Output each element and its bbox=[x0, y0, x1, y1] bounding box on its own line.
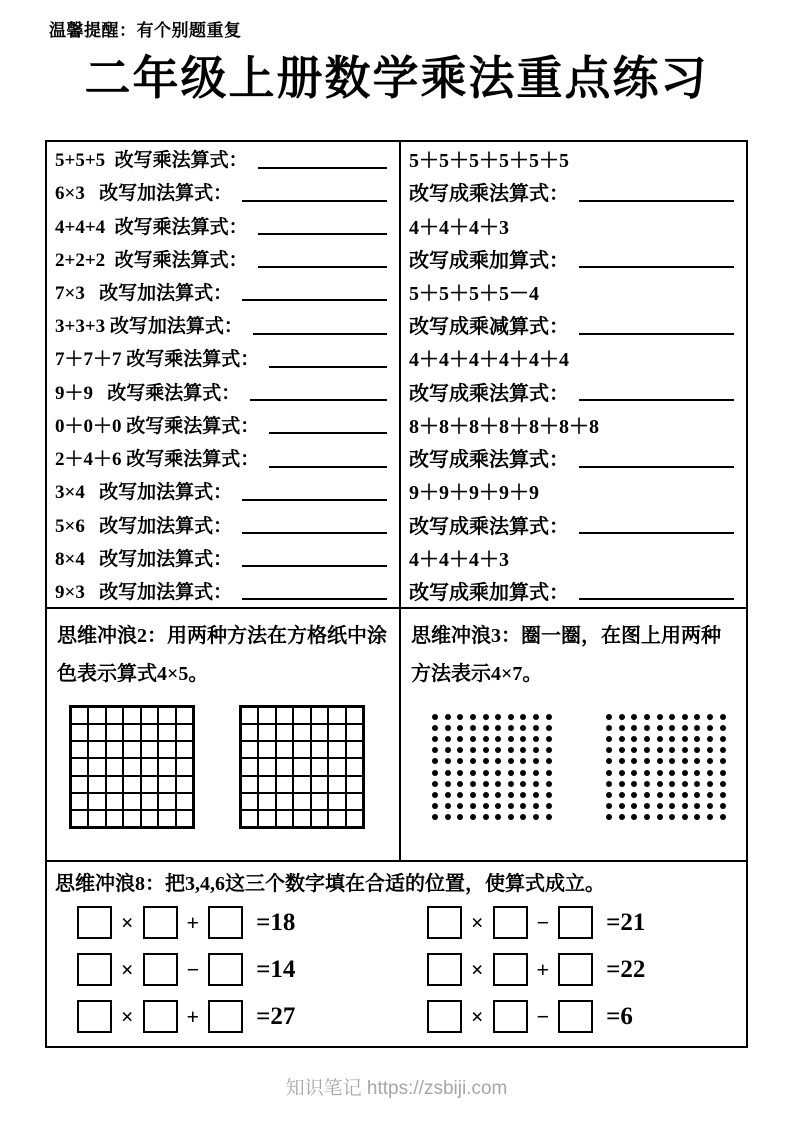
equation-result: =18 bbox=[256, 908, 296, 936]
question-text: 改写成乘法算式： bbox=[409, 382, 569, 405]
answer-blank[interactable] bbox=[253, 333, 387, 335]
equations-left-column bbox=[77, 906, 369, 1033]
answer-blank[interactable] bbox=[242, 299, 387, 301]
thinking8-section bbox=[47, 862, 746, 1046]
exercise-right-column bbox=[401, 142, 746, 607]
question-row bbox=[47, 474, 399, 507]
answer-blank[interactable] bbox=[269, 366, 387, 368]
reminder-note: 温馨提醒：有个别题重复 bbox=[49, 21, 242, 40]
answer-blank[interactable] bbox=[579, 333, 734, 335]
question-row bbox=[401, 408, 746, 441]
answer-blank[interactable] bbox=[242, 200, 387, 202]
question-row bbox=[47, 375, 399, 408]
question-row bbox=[401, 175, 746, 208]
answer-blank[interactable] bbox=[242, 499, 387, 501]
square-grid[interactable] bbox=[69, 705, 195, 829]
question-text: 3+3+3 改写加法算式： bbox=[55, 316, 243, 338]
answer-blank[interactable] bbox=[579, 598, 734, 600]
question-text: 7＋7＋7 改写乘法算式： bbox=[55, 349, 260, 371]
equations-right-column bbox=[427, 906, 719, 1033]
equation-row bbox=[427, 953, 719, 986]
footer-credit: 知识笔记 https://zsbiji.com bbox=[285, 1078, 508, 1099]
question-text: 4＋4＋4＋4＋4＋4 bbox=[409, 349, 569, 372]
answer-blank[interactable] bbox=[250, 399, 387, 401]
equation-result: =14 bbox=[256, 955, 296, 983]
question-text: 改写成乘加算式： bbox=[409, 581, 569, 604]
question-row bbox=[401, 541, 746, 574]
question-row bbox=[401, 208, 746, 241]
question-text: 改写成乘加算式： bbox=[409, 249, 569, 272]
dot-grid[interactable] bbox=[603, 711, 729, 823]
question-row bbox=[401, 507, 746, 540]
dot-grid[interactable] bbox=[429, 711, 555, 823]
equation-box[interactable] bbox=[77, 1000, 112, 1033]
question-text: 2+2+2 改写乘法算式： bbox=[55, 249, 248, 271]
question-text: 9＋9＋9＋9＋9 bbox=[409, 482, 539, 505]
equation-row bbox=[427, 906, 719, 939]
question-text: 3×4 改写加法算式： bbox=[55, 482, 233, 504]
operator: + bbox=[536, 956, 550, 982]
equation-box[interactable] bbox=[427, 953, 462, 986]
equation-result: =6 bbox=[606, 1002, 633, 1030]
thinking2-prompt: 思维冲浪2：用两种方法在方格纸中涂色表示算式4×5。 bbox=[57, 625, 387, 685]
equation-box[interactable] bbox=[77, 906, 112, 939]
equation-box[interactable] bbox=[208, 1000, 243, 1033]
operator: + bbox=[186, 909, 200, 935]
question-row bbox=[401, 341, 746, 374]
answer-blank[interactable] bbox=[242, 598, 387, 600]
question-row bbox=[47, 308, 399, 341]
question-row bbox=[47, 242, 399, 275]
answer-blank[interactable] bbox=[579, 466, 734, 468]
answer-blank[interactable] bbox=[258, 167, 387, 169]
multiply-operator: × bbox=[121, 909, 134, 935]
equation-row bbox=[427, 1000, 719, 1033]
question-text: 2＋4＋6 改写乘法算式： bbox=[55, 449, 260, 471]
question-row bbox=[47, 341, 399, 374]
thinking-surf-section bbox=[47, 609, 746, 862]
question-text: 4+4+4 改写乘法算式： bbox=[55, 216, 248, 238]
multiply-operator: × bbox=[121, 1003, 134, 1029]
equation-box[interactable] bbox=[493, 953, 528, 986]
answer-blank[interactable] bbox=[579, 266, 734, 268]
question-text: 4＋4＋4＋3 bbox=[409, 548, 509, 571]
question-text: 改写成乘法算式： bbox=[409, 515, 569, 538]
question-row bbox=[47, 208, 399, 241]
answer-blank[interactable] bbox=[579, 532, 734, 534]
question-text: 4＋4＋4＋3 bbox=[409, 216, 509, 239]
question-row bbox=[401, 142, 746, 175]
question-row bbox=[47, 541, 399, 574]
question-row bbox=[401, 574, 746, 607]
answer-blank[interactable] bbox=[269, 466, 387, 468]
operator: − bbox=[536, 909, 550, 935]
question-row bbox=[47, 441, 399, 474]
equation-result: =27 bbox=[256, 1002, 296, 1030]
multiply-operator: × bbox=[471, 956, 484, 982]
question-text: 5＋5＋5＋5－4 bbox=[409, 282, 539, 305]
equations-area bbox=[77, 906, 738, 1033]
page-title: 二年级上册数学乘法重点练习 bbox=[84, 53, 709, 104]
question-row bbox=[401, 242, 746, 275]
question-row bbox=[47, 408, 399, 441]
answer-blank[interactable] bbox=[242, 565, 387, 567]
question-row bbox=[47, 175, 399, 208]
question-row bbox=[47, 142, 399, 175]
equation-row bbox=[77, 1000, 369, 1033]
equation-box[interactable] bbox=[493, 1000, 528, 1033]
question-row bbox=[401, 474, 746, 507]
worksheet-table bbox=[45, 140, 748, 1048]
equation-box[interactable] bbox=[77, 953, 112, 986]
question-text: 5＋5＋5＋5＋5＋5 bbox=[409, 150, 569, 173]
equation-box[interactable] bbox=[558, 953, 593, 986]
answer-blank[interactable] bbox=[242, 532, 387, 534]
rewrite-exercises-section bbox=[47, 142, 746, 609]
square-grid[interactable] bbox=[239, 705, 365, 829]
thinking2-cell bbox=[47, 609, 401, 860]
question-row bbox=[401, 308, 746, 341]
equation-row bbox=[77, 906, 369, 939]
answer-blank[interactable] bbox=[258, 266, 387, 268]
question-row bbox=[47, 275, 399, 308]
multiply-operator: × bbox=[471, 1003, 484, 1029]
answer-blank[interactable] bbox=[258, 233, 387, 235]
answer-blank[interactable] bbox=[579, 200, 734, 202]
question-row bbox=[401, 441, 746, 474]
question-text: 6×3 改写加法算式： bbox=[55, 183, 233, 205]
equation-box[interactable] bbox=[143, 953, 178, 986]
question-row bbox=[47, 507, 399, 540]
question-row bbox=[401, 275, 746, 308]
equation-box[interactable] bbox=[558, 1000, 593, 1033]
operator: − bbox=[536, 1003, 550, 1029]
equation-box[interactable] bbox=[427, 1000, 462, 1033]
equation-box[interactable] bbox=[143, 1000, 178, 1033]
equation-box[interactable] bbox=[427, 906, 462, 939]
grid-area bbox=[69, 705, 389, 829]
multiply-operator: × bbox=[471, 909, 484, 935]
answer-blank[interactable] bbox=[579, 399, 734, 401]
equation-box[interactable] bbox=[143, 906, 178, 939]
dot-area bbox=[429, 711, 736, 823]
thinking3-cell bbox=[401, 609, 746, 860]
thinking8-prompt: 思维冲浪8：把3,4,6这三个数字填在合适的位置，使算式成立。 bbox=[55, 873, 605, 895]
multiply-operator: × bbox=[121, 956, 134, 982]
equation-result: =21 bbox=[606, 908, 646, 936]
equation-box[interactable] bbox=[208, 953, 243, 986]
question-text: 9＋9 改写乘法算式： bbox=[55, 382, 241, 404]
question-text: 改写成乘法算式： bbox=[409, 183, 569, 206]
exercise-left-column bbox=[47, 142, 401, 607]
question-text: 0＋0＋0 改写乘法算式： bbox=[55, 415, 260, 437]
question-row bbox=[401, 375, 746, 408]
equation-box[interactable] bbox=[208, 906, 243, 939]
question-text: 改写成乘法算式： bbox=[409, 449, 569, 472]
question-text: 5+5+5 改写乘法算式： bbox=[55, 150, 248, 172]
equation-row bbox=[77, 953, 369, 986]
operator: + bbox=[186, 1003, 200, 1029]
equation-result: =22 bbox=[606, 955, 646, 983]
thinking3-prompt: 思维冲浪3：圈一圈，在图上用两种方法表示4×7。 bbox=[411, 625, 721, 685]
operator: − bbox=[186, 956, 200, 982]
question-row bbox=[47, 574, 399, 607]
equation-box[interactable] bbox=[558, 906, 593, 939]
question-text: 7×3 改写加法算式： bbox=[55, 282, 233, 304]
question-text: 8＋8＋8＋8＋8＋8＋8 bbox=[409, 415, 599, 438]
question-text: 改写成乘减算式： bbox=[409, 316, 569, 339]
answer-blank[interactable] bbox=[269, 432, 387, 434]
question-text: 5×6 改写加法算式： bbox=[55, 515, 233, 537]
question-text: 8×4 改写加法算式： bbox=[55, 548, 233, 570]
question-text: 9×3 改写加法算式： bbox=[55, 581, 233, 603]
equation-box[interactable] bbox=[493, 906, 528, 939]
